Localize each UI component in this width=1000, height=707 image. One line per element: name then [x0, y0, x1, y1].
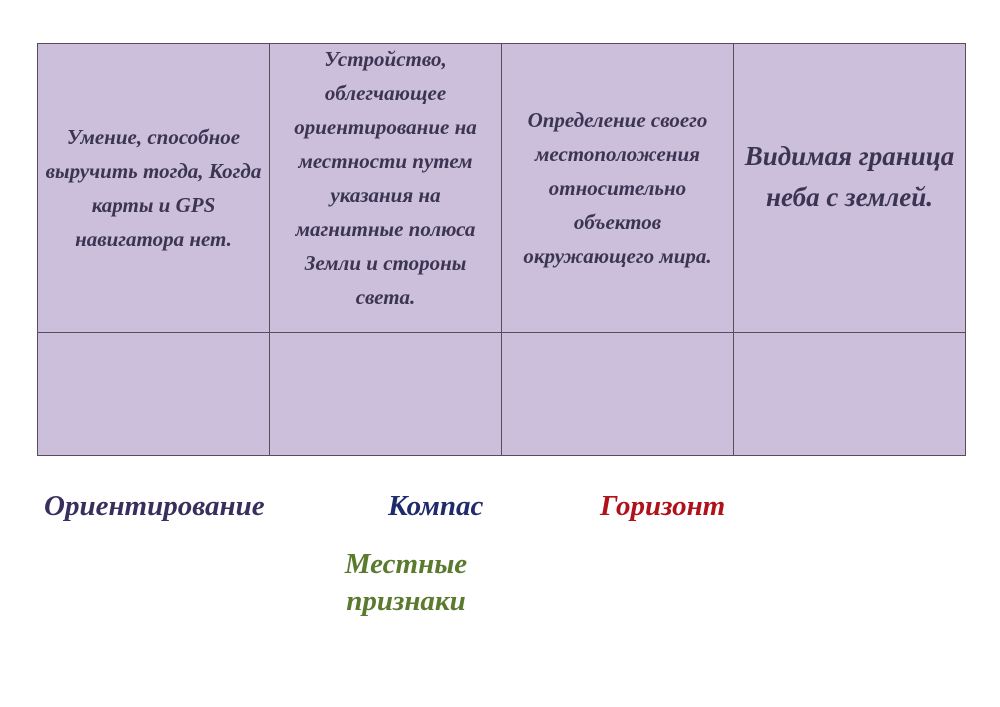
matching-table	[37, 43, 966, 456]
word-local-signs-line1: Местные	[344, 548, 468, 580]
definitions-row	[38, 44, 966, 333]
definition-cell-2	[270, 44, 502, 333]
word-horizon[interactable]: Горизонт	[600, 490, 726, 522]
word-local-signs[interactable]	[326, 546, 486, 620]
definition-text-2: Устройство, облегчающее ориентирование на местности путем указания на магнитные полюса Земли и стороны света.	[294, 47, 477, 309]
answer-drop-zone-3[interactable]	[502, 333, 734, 456]
word-local-signs-line2: признаки	[346, 585, 466, 617]
word-compass[interactable]: Компас	[388, 490, 484, 522]
answers-row	[38, 333, 966, 456]
answer-drop-zone-4[interactable]	[734, 333, 966, 456]
definition-text-1: Умение, способное выручить тогда, Когда карты и GPS навигатора нет.	[45, 125, 262, 251]
definition-text-3: Определение своего местоположения относительно объектов окружающего мира.	[523, 108, 712, 268]
definition-cell-4	[734, 44, 966, 333]
answer-drop-zone-2[interactable]	[270, 333, 502, 456]
word-orientation[interactable]: Ориентирование	[44, 490, 265, 522]
answer-drop-zone-1[interactable]	[38, 333, 270, 456]
definition-cell-1	[38, 44, 270, 333]
definition-cell-3	[502, 44, 734, 333]
definition-text-4: Видимая граница неба с землей.	[744, 141, 955, 212]
